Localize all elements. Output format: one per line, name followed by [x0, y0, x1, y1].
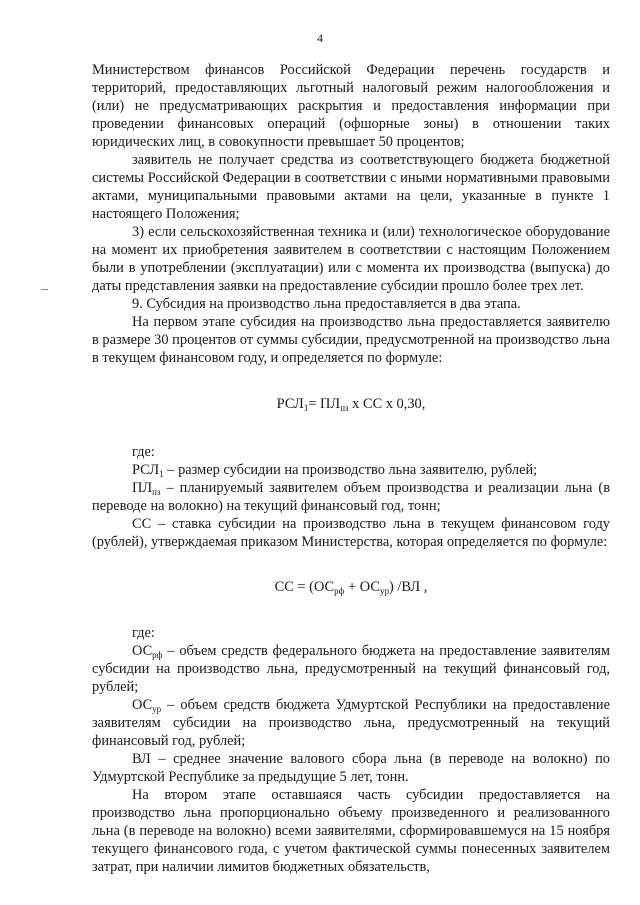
definition-vl: ВЛ – среднее значение валового сбора льна (в переводе на волокно) по Удмуртской Республике за предыдущие 5 лет, тонн. [92, 751, 610, 785]
definition-rsl: $РСЛ_1$ – размер субсидии на производство льна заявителю, рублей; [132, 462, 538, 479]
definition-os-rf: $ОС_{рф}$ – объем средств федерального бюджета на предоставление заявителям субсидии на производство льна, предусмотренный на текущий финансовый год, рублей; [92, 643, 610, 695]
paragraph-first-stage: На первом этапе субсидия на производство льна предоставляется заявителю в размере 30 процентов от суммы субсидии, предусмотренной на производство льна в текущем финансовом году, и определяется по формуле: [92, 314, 610, 366]
paragraph-no-funds: заявитель не получает средства из соответствующего бюджета бюджетной системы Российской Федерации в соответствии с иными нормативными правовыми актами, муниципальными правовыми актами на цели, указанные в пункте 1 настоящего Положения; [92, 152, 610, 222]
definition-ss: СС – ставка субсидии на производство льна в текущем финансовом году (рублей), утверждаемая приказом Министерства, которая определяется по формуле: [92, 516, 610, 550]
where-label-2: где: [132, 625, 155, 641]
definition-pl: $ПЛ_{пз}$ – планируемый заявителем объем производства и реализации льна (в переводе на волокно) на текущий финансовый год, тонн; [92, 480, 610, 514]
margin-mark [41, 289, 48, 290]
definition-os-ur: $ОС_{ур}$ – объем средств бюджета Удмуртской Республики на предоставление заявителям субсидии на производство льна, предусмотренный на текущий финансовый год, рублей; [92, 697, 610, 749]
document-body [92, 61, 610, 876]
paragraph-second-stage: На втором этапе оставшаяся часть субсидии предоставляется на производство льна пропорционально объему произведенного и реализованного льна (в переводе на волокно) всеми заявителями, сформировавшемуся на 15 ноября текущего финансового года, с учетом фактической суммы понесенных заявителем затрат, при наличии лимитов бюджетных обязательств, [92, 787, 610, 875]
where-label-1: где: [132, 444, 155, 460]
paragraph-item-9: 9. Субсидия на производство льна предоставляется в два этапа. [132, 296, 521, 312]
page-number: 4 [317, 31, 323, 45]
formula-ss: СС = $(ОС_{рф} + ОС_{ур})$ /ВЛ , [274, 579, 428, 596]
paragraph-used-equipment: 3) если сельскохозяйственная техника и (или) технологическое оборудование на момент их приобретения заявителем в соответствии с настоящим Положением были в употреблении (эксплуатации) или с момента их производства (выпуска) до даты представления заявки на предоставление субсидии прошло более трех лет. [92, 224, 610, 294]
formula-rsl: $РСЛ_1= ПЛ_{пз}$ х СС х 0,30, [276, 396, 426, 413]
paragraph-offshore: Министерством финансов Российской Федерации перечень государств и территорий, предоставляющих льготный налоговый режим налогообложения и (или) не предусматривающих раскрытия и предоставления информации при проведении финансовых операций (офшорные зоны) в отношении таких юридических лиц, в совокупности превышает 50 процентов; [92, 62, 610, 150]
